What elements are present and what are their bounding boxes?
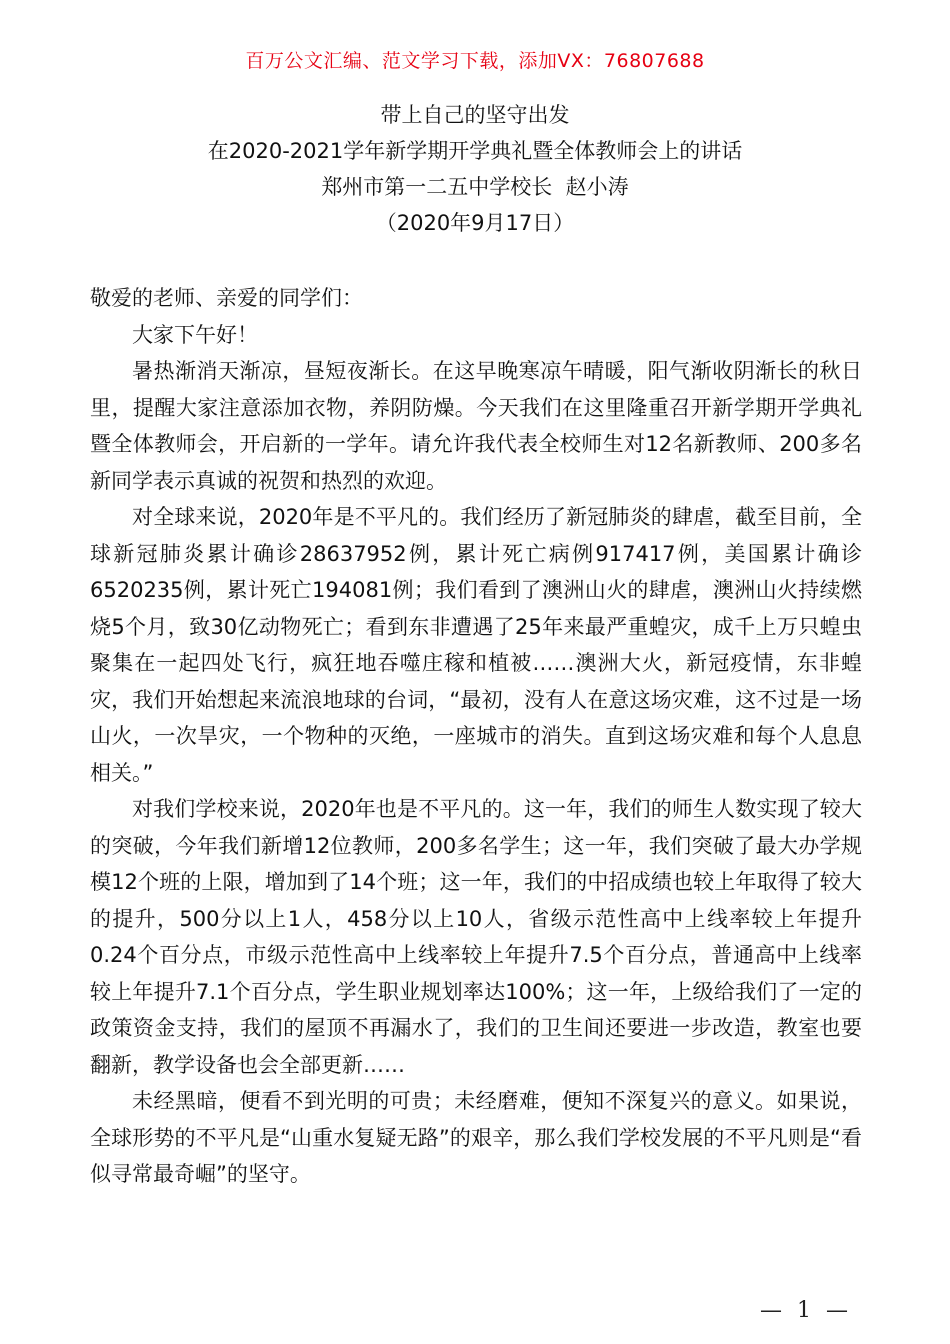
speech-subtitle: 在2020-2021学年新学期开学典礼暨全体教师会上的讲话 xyxy=(207,139,743,163)
paragraph-global: 对全球来说，2020年是不平凡的。我们经历了新冠肺炎的肆虐，截至目前，全球新冠肺炎累计确诊28637952例，累计死亡病例917417例，美国累计确诊6520235例，累计死亡194081例；我们看到了澳洲山火的肆虐，澳洲山火持续燃烧5个月，致30亿动物死亡；看到东非遭遇了25年来最严重蝗灾，成千上万只蝗虫聚集在一起四处飞行，疯狂地吞噬庄稼和植被……澳洲大火，新冠疫情，东非蝗灾，我们开始想起来流浪地球的台词，“最初，没有人在意这场灾难，这不过是一场山火，一次旱灾，一个物种的灭绝，一座城市的消失。直到这场灾难和每个人息息相关。” xyxy=(90,505,862,785)
paragraph-school: 对我们学校来说，2020年也是不平凡的。这一年，我们的师生人数实现了较大的突破，今年我们新增12位教师，200多名学生；这一年，我们突破了最大办学规模12个班的上限，增加到了14个班；这一年，我们的中招成绩也较上年取得了较大的提升，500分以上1人，458分以上10人，省级示范性高中上线率较上年提升0.24个百分点，市级示范性高中上线率较上年提升7.5个百分点，普通高中上线率较上年提升7.1个百分点，学生职业规划率达100%；这一年，上级给我们了一定的政策资金支持，我们的屋顶不再漏水了，我们的卫生间还要进一步改造，教室也要翻新，教学设备也会全部更新…… xyxy=(90,797,862,1077)
speech-body xyxy=(90,280,862,1193)
speech-author: 郑州市第一二五中学校长 赵小涛 xyxy=(321,175,629,199)
promo-banner: 百万公文汇编、范文学习下载，添加VX：76807688 xyxy=(245,50,705,72)
speech-date: （2020年9月17日） xyxy=(375,211,575,235)
salutation: 敬爱的老师、亲爱的同学们： xyxy=(90,286,363,310)
paragraph-welcome: 暑热渐消天渐凉，昼短夜渐长。在这早晚寒凉午晴暖，阳气渐收阴渐长的秋日里，提醒大家注意添加衣物，养阴防燥。今天我们在这里隆重召开新学期开学典礼暨全体教师会，开启新的一学年。请允许我代表全校师生对12名新教师、200多名新同学表示真诚的祝贺和热烈的欢迎。 xyxy=(90,359,862,493)
page-number: — 1 — xyxy=(760,1298,852,1323)
paragraph-conclusion: 未经黑暗，便看不到光明的可贵；未经磨难，便知不深复兴的意义。如果说，全球形势的不平凡是“山重水复疑无路”的艰辛，那么我们学校发展的不平凡则是“看似寻常最奇崛”的坚守。 xyxy=(90,1089,862,1186)
paragraph-greeting: 大家下午好！ xyxy=(132,322,258,347)
speech-title: 带上自己的坚守出发 xyxy=(380,103,570,127)
